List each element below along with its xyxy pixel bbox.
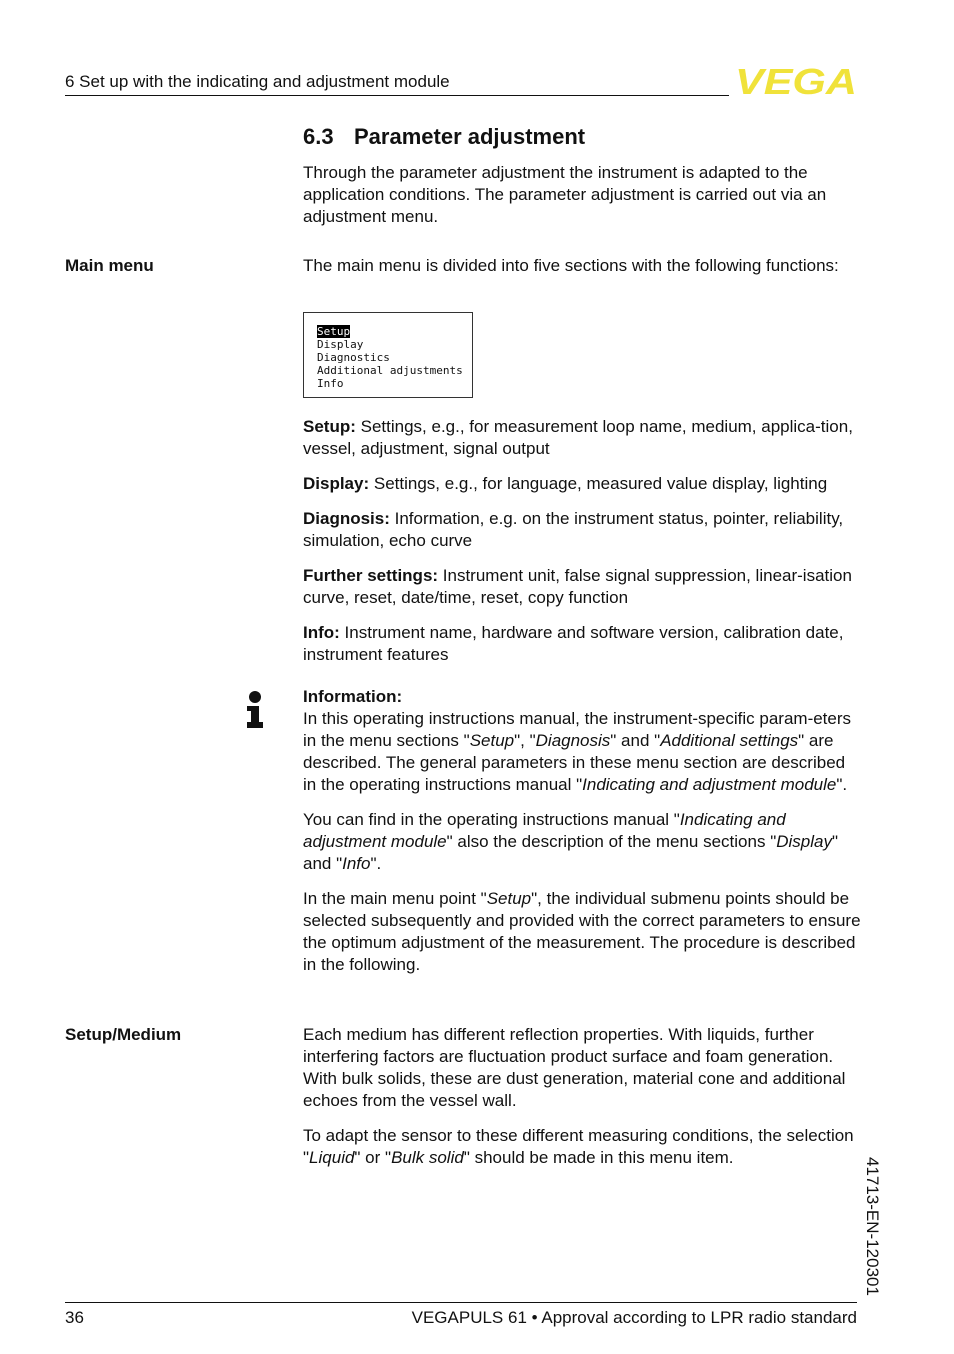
section-number: 6.3 <box>303 124 334 149</box>
desc-setup: Setup: Settings, e.g., for measurement loop name, medium, applica-tion, vessel, adjustment, signal output <box>303 417 853 458</box>
chapter-header: 6 Set up with the indicating and adjustment module <box>65 72 450 91</box>
desc-info: Info: Instrument name, hardware and software version, calibration date, instrument features <box>303 623 844 664</box>
footer-rule <box>65 1302 857 1303</box>
menu-display-item-info: Info <box>317 377 344 390</box>
menu-display-item-additional: Additional adjustments <box>317 364 463 377</box>
desc-diagnosis: Diagnosis: Information, e.g. on the instrument status, pointer, reliability, simulation, echo curve <box>303 509 844 550</box>
menu-display-item-display: Display <box>317 338 364 351</box>
information-paragraph-3: In the main menu point "Setup", the individual submenu points should be selected subsequently and provided with the correct parameters to ensure the optimum adjustment of the measurement. The procedure is described in the following. <box>303 889 861 974</box>
setup-medium-block <box>303 1024 863 1182</box>
section-intro: Through the parameter adjustment the instrument is adapted to the application conditions. The parameter adjustment is carried out via an adjustment menu. <box>303 163 827 226</box>
logo-text: VEGA <box>735 66 857 96</box>
menu-display-item-setup: Setup <box>317 325 351 338</box>
information-block <box>303 686 863 989</box>
section-heading: Parameter adjustment <box>354 124 586 149</box>
section-title <box>303 124 585 150</box>
menu-descriptions <box>303 416 863 679</box>
setup-medium-label: Setup/Medium <box>65 1025 182 1044</box>
menu-display <box>303 312 473 398</box>
desc-further-settings: Further settings: Instrument unit, false signal suppression, linear-isation curve, reset, date/time, reset, copy function <box>303 566 852 607</box>
information-paragraph-1: Information: In this operating instructions manual, the instrument-specific param-eters in the menu sections "Setup", "Diagnosis" and "Additional settings" are described. The general parameters in these menu section are described in the operating instructions manual "Indicating and adjustment module". <box>303 687 852 794</box>
information-paragraph-2: You can find in the operating instructions manual "Indicating and adjustment module" also the description of the menu sections "Display" and "Info". <box>303 810 839 873</box>
setup-medium-paragraph-1: Each medium has different reflection properties. With liquids, further interfering factors are fluctuation product surface and foam generation. With bulk solids, these are dust generation, material cone and additional echoes from the vessel wall. <box>303 1025 846 1110</box>
menu-display-item-diagnostics: Diagnostics <box>317 351 390 364</box>
main-menu-label: Main menu <box>65 256 154 275</box>
info-icon <box>245 690 265 730</box>
main-menu-intro: The main menu is divided into five sections with the following functions: <box>303 256 839 275</box>
page-number: 36 <box>65 1308 84 1327</box>
footer-title: VEGAPULS 61 • Approval according to LPR radio standard <box>411 1308 857 1327</box>
vega-logo <box>735 66 857 96</box>
header-rule <box>65 95 729 96</box>
setup-medium-paragraph-2: To adapt the sensor to these different measuring conditions, the selection "Liquid" or "Bulk solid" should be made in this menu item. <box>303 1126 854 1167</box>
information-heading: Information: <box>303 687 403 706</box>
document-code: 41713-EN-120301 <box>863 1157 882 1296</box>
desc-display: Display: Settings, e.g., for language, measured value display, lighting <box>303 474 828 493</box>
